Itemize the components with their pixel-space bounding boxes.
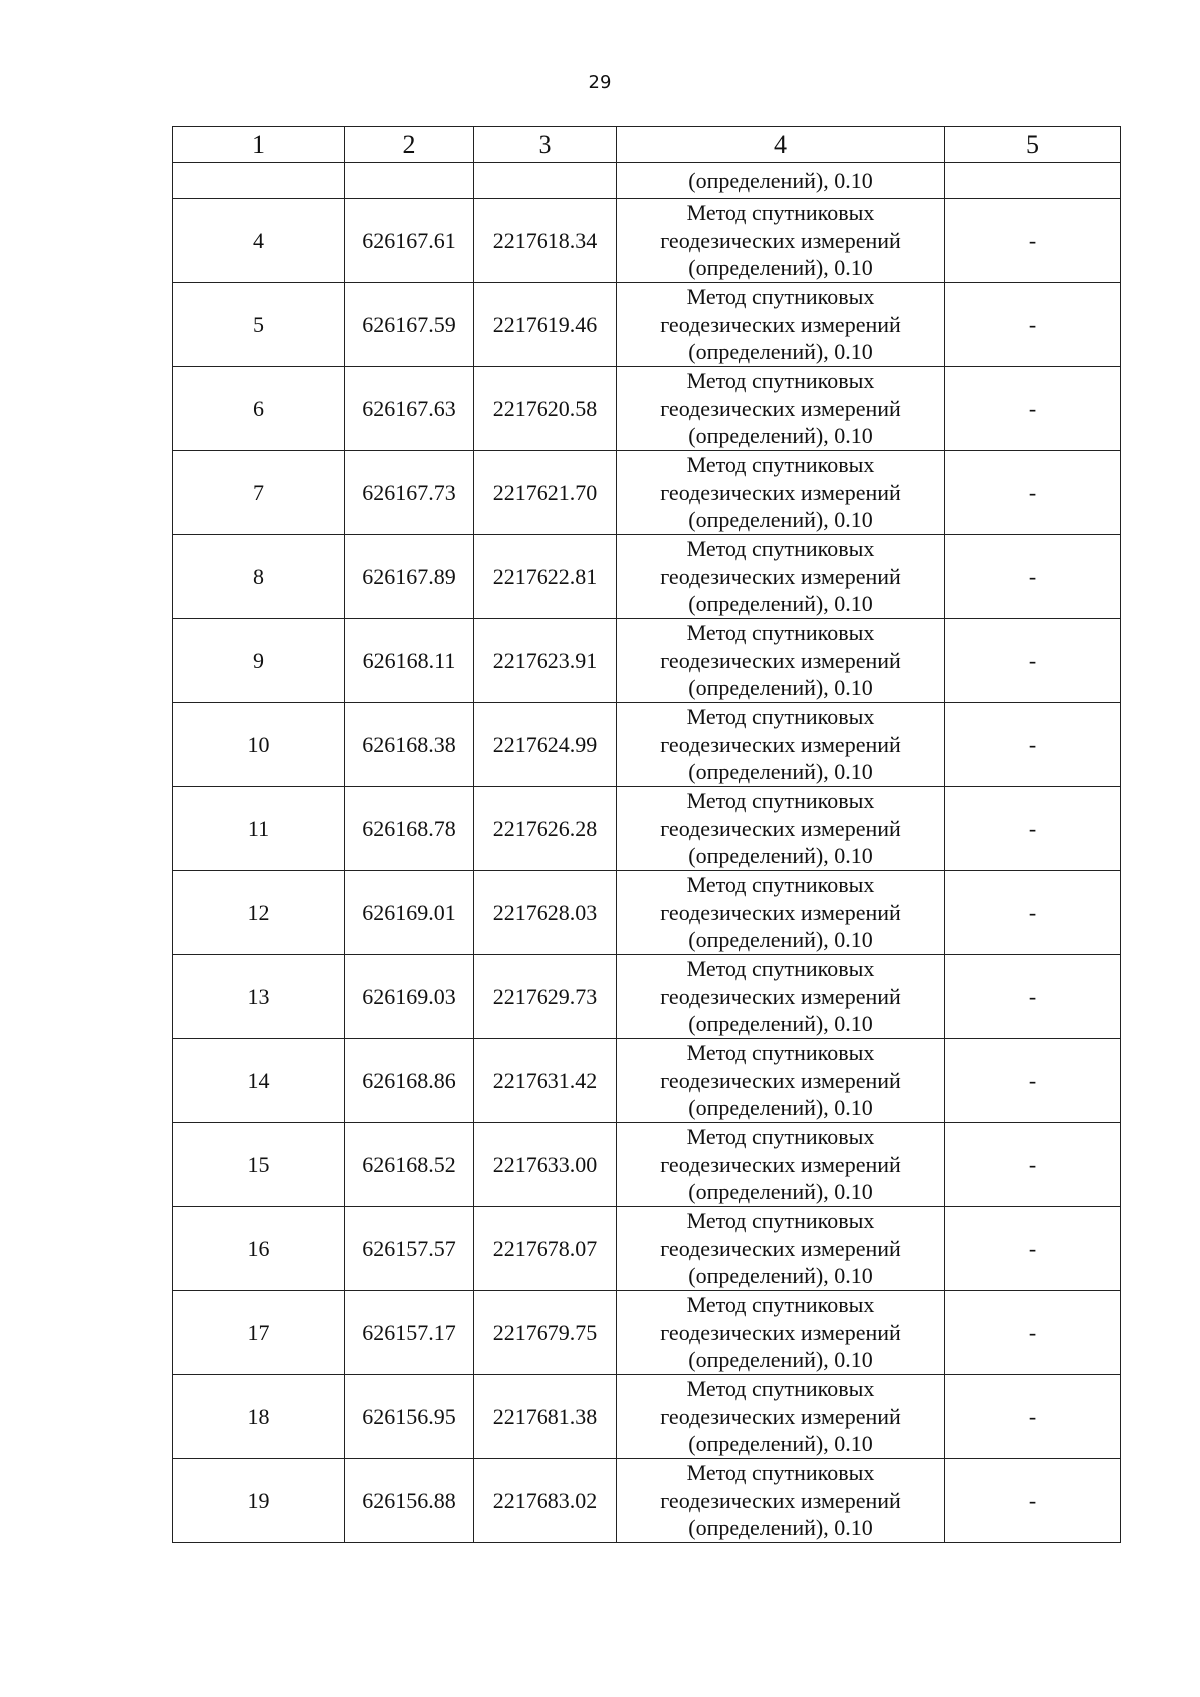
note-cell: - bbox=[945, 1375, 1121, 1459]
method-line: Метод спутниковых bbox=[686, 200, 875, 226]
method-line: Метод спутниковых bbox=[686, 872, 875, 898]
method-line: Метод спутниковых bbox=[686, 368, 875, 394]
y-coordinate-cell: 2217629.73 bbox=[474, 955, 617, 1039]
table-row bbox=[173, 535, 1121, 619]
method-line: геодезических измерений bbox=[660, 731, 901, 757]
method-line: геодезических измерений bbox=[660, 983, 901, 1009]
method-cell bbox=[617, 283, 945, 367]
note-cell: - bbox=[945, 955, 1121, 1039]
method-line: Метод спутниковых bbox=[686, 1376, 875, 1402]
method-line: геодезических измерений bbox=[660, 563, 901, 589]
y-coordinate-cell: 2217626.28 bbox=[474, 787, 617, 871]
note-cell: - bbox=[945, 1291, 1121, 1375]
point-number-cell: 10 bbox=[173, 703, 345, 787]
note-cell: - bbox=[945, 619, 1121, 703]
method-line: (определений), 0.10 bbox=[688, 1347, 873, 1373]
method-cell bbox=[617, 955, 945, 1039]
method-line: (определений), 0.10 bbox=[688, 843, 873, 869]
point-number-cell: 9 bbox=[173, 619, 345, 703]
method-line: (определений), 0.10 bbox=[688, 339, 873, 365]
method-line: (определений), 0.10 bbox=[688, 423, 873, 449]
x-coordinate-cell: 626169.01 bbox=[345, 871, 474, 955]
method-line: (определений), 0.10 bbox=[688, 759, 873, 785]
method-line: Метод спутниковых bbox=[686, 1208, 875, 1234]
x-coordinate-cell: 626168.78 bbox=[345, 787, 474, 871]
method-line: Метод спутниковых bbox=[686, 1040, 875, 1066]
method-line: геодезических измерений bbox=[660, 1235, 901, 1261]
method-cell bbox=[617, 535, 945, 619]
method-cell bbox=[617, 199, 945, 283]
method-cell bbox=[617, 451, 945, 535]
note-cell: - bbox=[945, 199, 1121, 283]
method-line: геодезических измерений bbox=[660, 479, 901, 505]
method-cell bbox=[617, 1459, 945, 1543]
method-line: геодезических измерений bbox=[660, 1067, 901, 1093]
x-coordinate-cell: 626167.63 bbox=[345, 367, 474, 451]
method-line: (определений), 0.10 bbox=[688, 927, 873, 953]
point-number-cell: 18 bbox=[173, 1375, 345, 1459]
point-number-cell: 8 bbox=[173, 535, 345, 619]
header-col-2: 2 bbox=[345, 127, 474, 163]
table-row bbox=[173, 199, 1121, 283]
table-body bbox=[173, 163, 1121, 1543]
point-number-cell: 16 bbox=[173, 1207, 345, 1291]
method-line: (определений), 0.10 bbox=[688, 255, 873, 281]
y-coordinate-cell: 2217619.46 bbox=[474, 283, 617, 367]
y-coordinate-cell: 2217678.07 bbox=[474, 1207, 617, 1291]
method-line: Метод спутниковых bbox=[686, 704, 875, 730]
point-number-cell: 13 bbox=[173, 955, 345, 1039]
point-number-cell: 4 bbox=[173, 199, 345, 283]
method-line: (определений), 0.10 bbox=[688, 1263, 873, 1289]
y-coordinate-cell: 2217681.38 bbox=[474, 1375, 617, 1459]
header-col-5: 5 bbox=[945, 127, 1121, 163]
x-coordinate-cell: 626168.86 bbox=[345, 1039, 474, 1123]
point-number-cell: 14 bbox=[173, 1039, 345, 1123]
method-cell bbox=[617, 1375, 945, 1459]
table-row bbox=[173, 787, 1121, 871]
continuation-cell-2 bbox=[345, 163, 474, 199]
table-row bbox=[173, 367, 1121, 451]
continuation-cell-1 bbox=[173, 163, 345, 199]
continuation-cell-3 bbox=[474, 163, 617, 199]
method-line: (определений), 0.10 bbox=[688, 1515, 873, 1541]
method-line: геодезических измерений bbox=[660, 311, 901, 337]
table-row bbox=[173, 283, 1121, 367]
table-row bbox=[173, 1375, 1121, 1459]
y-coordinate-cell: 2217620.58 bbox=[474, 367, 617, 451]
x-coordinate-cell: 626157.57 bbox=[345, 1207, 474, 1291]
x-coordinate-cell: 626168.52 bbox=[345, 1123, 474, 1207]
method-line: (определений), 0.10 bbox=[688, 507, 873, 533]
table-row bbox=[173, 1291, 1121, 1375]
method-line: геодезических измерений bbox=[660, 1319, 901, 1345]
method-line: Метод спутниковых bbox=[686, 1460, 875, 1486]
note-cell: - bbox=[945, 1459, 1121, 1543]
note-cell: - bbox=[945, 367, 1121, 451]
table-row bbox=[173, 619, 1121, 703]
header-col-3: 3 bbox=[474, 127, 617, 163]
method-line: (определений), 0.10 bbox=[688, 1179, 873, 1205]
method-line: (определений), 0.10 bbox=[688, 591, 873, 617]
continuation-cell-5 bbox=[945, 163, 1121, 199]
point-number-cell: 6 bbox=[173, 367, 345, 451]
point-number-cell: 19 bbox=[173, 1459, 345, 1543]
point-number-cell: 11 bbox=[173, 787, 345, 871]
header-col-4: 4 bbox=[617, 127, 945, 163]
y-coordinate-cell: 2217633.00 bbox=[474, 1123, 617, 1207]
table-row bbox=[173, 451, 1121, 535]
note-cell: - bbox=[945, 283, 1121, 367]
method-cell bbox=[617, 1123, 945, 1207]
method-line: Метод спутниковых bbox=[686, 284, 875, 310]
y-coordinate-cell: 2217624.99 bbox=[474, 703, 617, 787]
method-line: (определений), 0.10 bbox=[688, 1011, 873, 1037]
continuation-method-cell: (определений), 0.10 bbox=[617, 163, 945, 199]
y-coordinate-cell: 2217628.03 bbox=[474, 871, 617, 955]
point-number-cell: 17 bbox=[173, 1291, 345, 1375]
page-number: 29 bbox=[588, 72, 612, 93]
y-coordinate-cell: 2217679.75 bbox=[474, 1291, 617, 1375]
method-line: геодезических измерений bbox=[660, 647, 901, 673]
note-cell: - bbox=[945, 535, 1121, 619]
table-row bbox=[173, 1039, 1121, 1123]
method-cell bbox=[617, 1039, 945, 1123]
method-cell bbox=[617, 871, 945, 955]
method-line: геодезических измерений bbox=[660, 1403, 901, 1429]
method-line: геодезических измерений bbox=[660, 1151, 901, 1177]
x-coordinate-cell: 626167.59 bbox=[345, 283, 474, 367]
x-coordinate-cell: 626156.88 bbox=[345, 1459, 474, 1543]
x-coordinate-cell: 626168.11 bbox=[345, 619, 474, 703]
x-coordinate-cell: 626168.38 bbox=[345, 703, 474, 787]
point-number-cell: 5 bbox=[173, 283, 345, 367]
note-cell: - bbox=[945, 451, 1121, 535]
y-coordinate-cell: 2217623.91 bbox=[474, 619, 617, 703]
x-coordinate-cell: 626156.95 bbox=[345, 1375, 474, 1459]
y-coordinate-cell: 2217621.70 bbox=[474, 451, 617, 535]
table-row bbox=[173, 703, 1121, 787]
header-row bbox=[173, 127, 1121, 163]
point-number-cell: 12 bbox=[173, 871, 345, 955]
y-coordinate-cell: 2217622.81 bbox=[474, 535, 617, 619]
method-line: Метод спутниковых bbox=[686, 1292, 875, 1318]
method-line: Метод спутниковых bbox=[686, 956, 875, 982]
continuation-row bbox=[173, 163, 1121, 199]
note-cell: - bbox=[945, 871, 1121, 955]
x-coordinate-cell: 626167.73 bbox=[345, 451, 474, 535]
y-coordinate-cell: 2217631.42 bbox=[474, 1039, 617, 1123]
coordinates-table bbox=[172, 126, 1121, 1543]
method-line: геодезических измерений bbox=[660, 899, 901, 925]
table-row bbox=[173, 1459, 1121, 1543]
method-cell bbox=[617, 619, 945, 703]
method-line: Метод спутниковых bbox=[686, 536, 875, 562]
method-line: геодезических измерений bbox=[660, 1487, 901, 1513]
x-coordinate-cell: 626169.03 bbox=[345, 955, 474, 1039]
header-col-1: 1 bbox=[173, 127, 345, 163]
method-line: Метод спутниковых bbox=[686, 452, 875, 478]
method-line: (определений), 0.10 bbox=[688, 675, 873, 701]
table-row bbox=[173, 871, 1121, 955]
table-row bbox=[173, 955, 1121, 1039]
method-line: геодезических измерений bbox=[660, 227, 901, 253]
method-cell bbox=[617, 703, 945, 787]
y-coordinate-cell: 2217618.34 bbox=[474, 199, 617, 283]
method-cell bbox=[617, 1291, 945, 1375]
x-coordinate-cell: 626167.61 bbox=[345, 199, 474, 283]
table-row bbox=[173, 1207, 1121, 1291]
table-row bbox=[173, 1123, 1121, 1207]
x-coordinate-cell: 626157.17 bbox=[345, 1291, 474, 1375]
method-line: геодезических измерений bbox=[660, 815, 901, 841]
x-coordinate-cell: 626167.89 bbox=[345, 535, 474, 619]
point-number-cell: 7 bbox=[173, 451, 345, 535]
method-line: Метод спутниковых bbox=[686, 1124, 875, 1150]
method-line: геодезических измерений bbox=[660, 395, 901, 421]
note-cell: - bbox=[945, 787, 1121, 871]
method-cell bbox=[617, 367, 945, 451]
method-line: Метод спутниковых bbox=[686, 788, 875, 814]
note-cell: - bbox=[945, 703, 1121, 787]
note-cell: - bbox=[945, 1207, 1121, 1291]
method-cell bbox=[617, 1207, 945, 1291]
point-number-cell: 15 bbox=[173, 1123, 345, 1207]
method-cell bbox=[617, 787, 945, 871]
method-line: (определений), 0.10 bbox=[688, 1431, 873, 1457]
method-line: Метод спутниковых bbox=[686, 620, 875, 646]
note-cell: - bbox=[945, 1123, 1121, 1207]
method-line: (определений), 0.10 bbox=[688, 1095, 873, 1121]
note-cell: - bbox=[945, 1039, 1121, 1123]
y-coordinate-cell: 2217683.02 bbox=[474, 1459, 617, 1543]
